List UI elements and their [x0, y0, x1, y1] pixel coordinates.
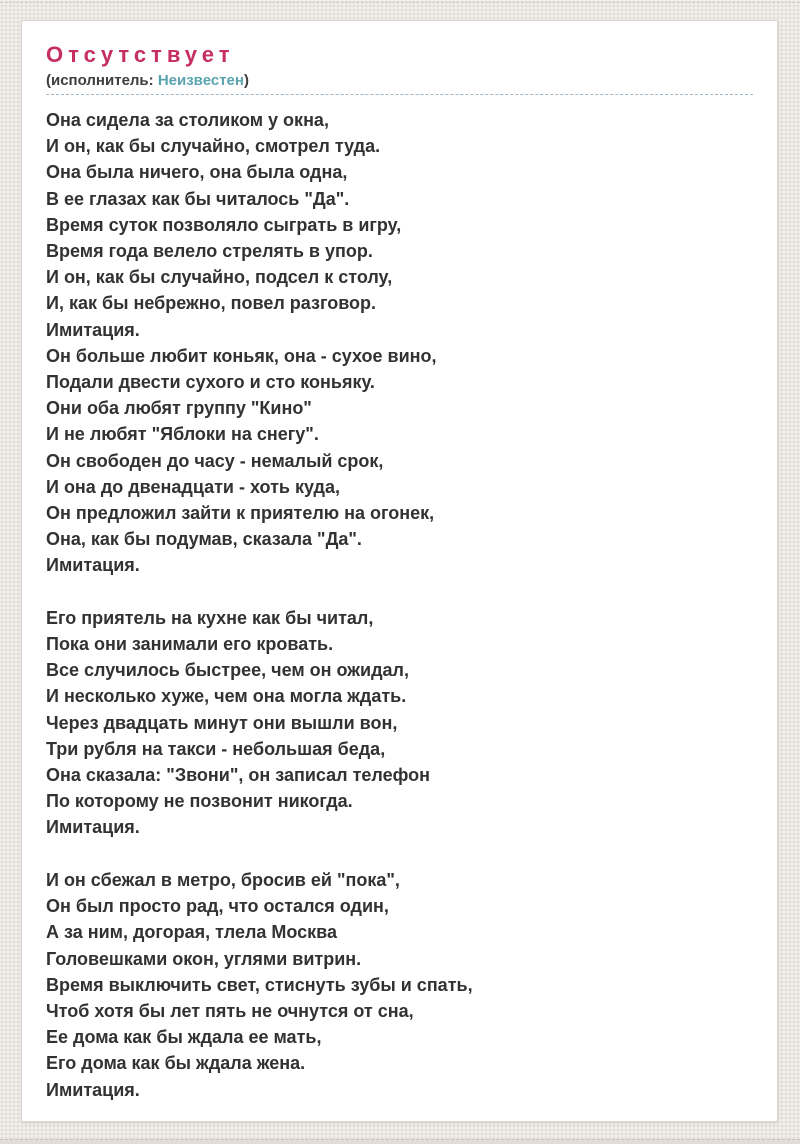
lyric-line: И не любят "Яблоки на снегу".	[46, 424, 319, 445]
lyric-line: И она до двенадцати - хоть куда,	[46, 476, 340, 497]
lyric-line: Ее дома как бы ждала ее мать,	[46, 1027, 322, 1048]
lyric-line: Она сидела за столиком у окна,	[46, 110, 329, 130]
lyric-line: И он, как бы случайно, смотрел туда.	[46, 136, 381, 157]
lyric-line: Он свободен до часу - немалый срок,	[46, 450, 384, 471]
lyric-line: В ее глазах как бы читалось "Да".	[46, 188, 350, 209]
lyric-line: По которому не позвонит никогда.	[46, 791, 353, 812]
lyrics-text	[46, 107, 753, 1103]
lyric-line: И он, как бы случайно, подсел к столу,	[46, 267, 393, 288]
lyric-line: Она была ничего, она была одна,	[46, 162, 348, 183]
footer-strip	[0, 1139, 800, 1144]
artist-label-suffix: )	[243, 72, 249, 89]
lyric-line: Она сказала: "Звони", он записал телефон	[46, 765, 431, 786]
lyric-line: Все случилось быстрее, чем он ожидал,	[46, 660, 409, 681]
lyric-line: Они оба любят группу "Кино"	[46, 398, 312, 419]
lyric-line: Она, как бы подумав, сказала "Да".	[46, 529, 362, 550]
lyric-line: А за ним, догорая, тлела Москва	[46, 922, 338, 943]
lyric-line: Он больше любит коньяк, она - сухое вино,	[46, 345, 437, 366]
lyric-line: Время суток позволяло сыграть в игру,	[46, 214, 402, 235]
lyric-line: Время года велело стрелять в упор.	[46, 241, 373, 262]
lyric-line: Он предложил зайти к приятелю на огонек,	[46, 503, 435, 524]
lyric-line: Подали двести сухого и сто коньяку.	[46, 372, 375, 393]
lyric-line: Его приятель на кухне как бы читал,	[46, 607, 374, 628]
song-title: Отсутствует	[46, 42, 235, 67]
lyric-line: И несколько хуже, чем она могла ждать.	[46, 686, 407, 707]
artist-line	[46, 71, 753, 95]
lyric-line: Чтоб хотя бы лет пять не очнутся от сна,	[46, 1000, 414, 1021]
lyric-line: Время выключить свет, стиснуть зубы и спать,	[46, 974, 473, 995]
lyric-line: И он сбежал в метро, бросив ей "пока",	[46, 869, 400, 890]
lyric-line: Он был просто рад, что остался один,	[46, 896, 389, 917]
lyrics-card	[21, 20, 778, 1122]
lyric-line: Через двадцать минут они вышли вон,	[46, 712, 398, 733]
artist-link[interactable]: Неизвестен	[157, 72, 244, 89]
lyric-line	[46, 841, 753, 867]
lyric-line: Головешками окон, углями витрин.	[46, 948, 362, 969]
top-border-line	[0, 2, 800, 3]
lyric-line: Имитация.	[46, 817, 140, 838]
lyric-line: Имитация.	[46, 319, 140, 340]
lyric-line	[46, 579, 753, 605]
artist-label-prefix: (исполнитель:	[46, 72, 158, 89]
lyric-line: Три рубля на такси - небольшая беда,	[46, 738, 386, 759]
lyric-line: Имитация.	[46, 1079, 140, 1100]
lyric-line: И, как бы небрежно, повел разговор.	[46, 293, 377, 314]
lyric-line: Его дома как бы ждала жена.	[46, 1053, 306, 1074]
lyric-line: Пока они занимали его кровать.	[46, 634, 334, 655]
lyric-line: Имитация.	[46, 555, 140, 576]
